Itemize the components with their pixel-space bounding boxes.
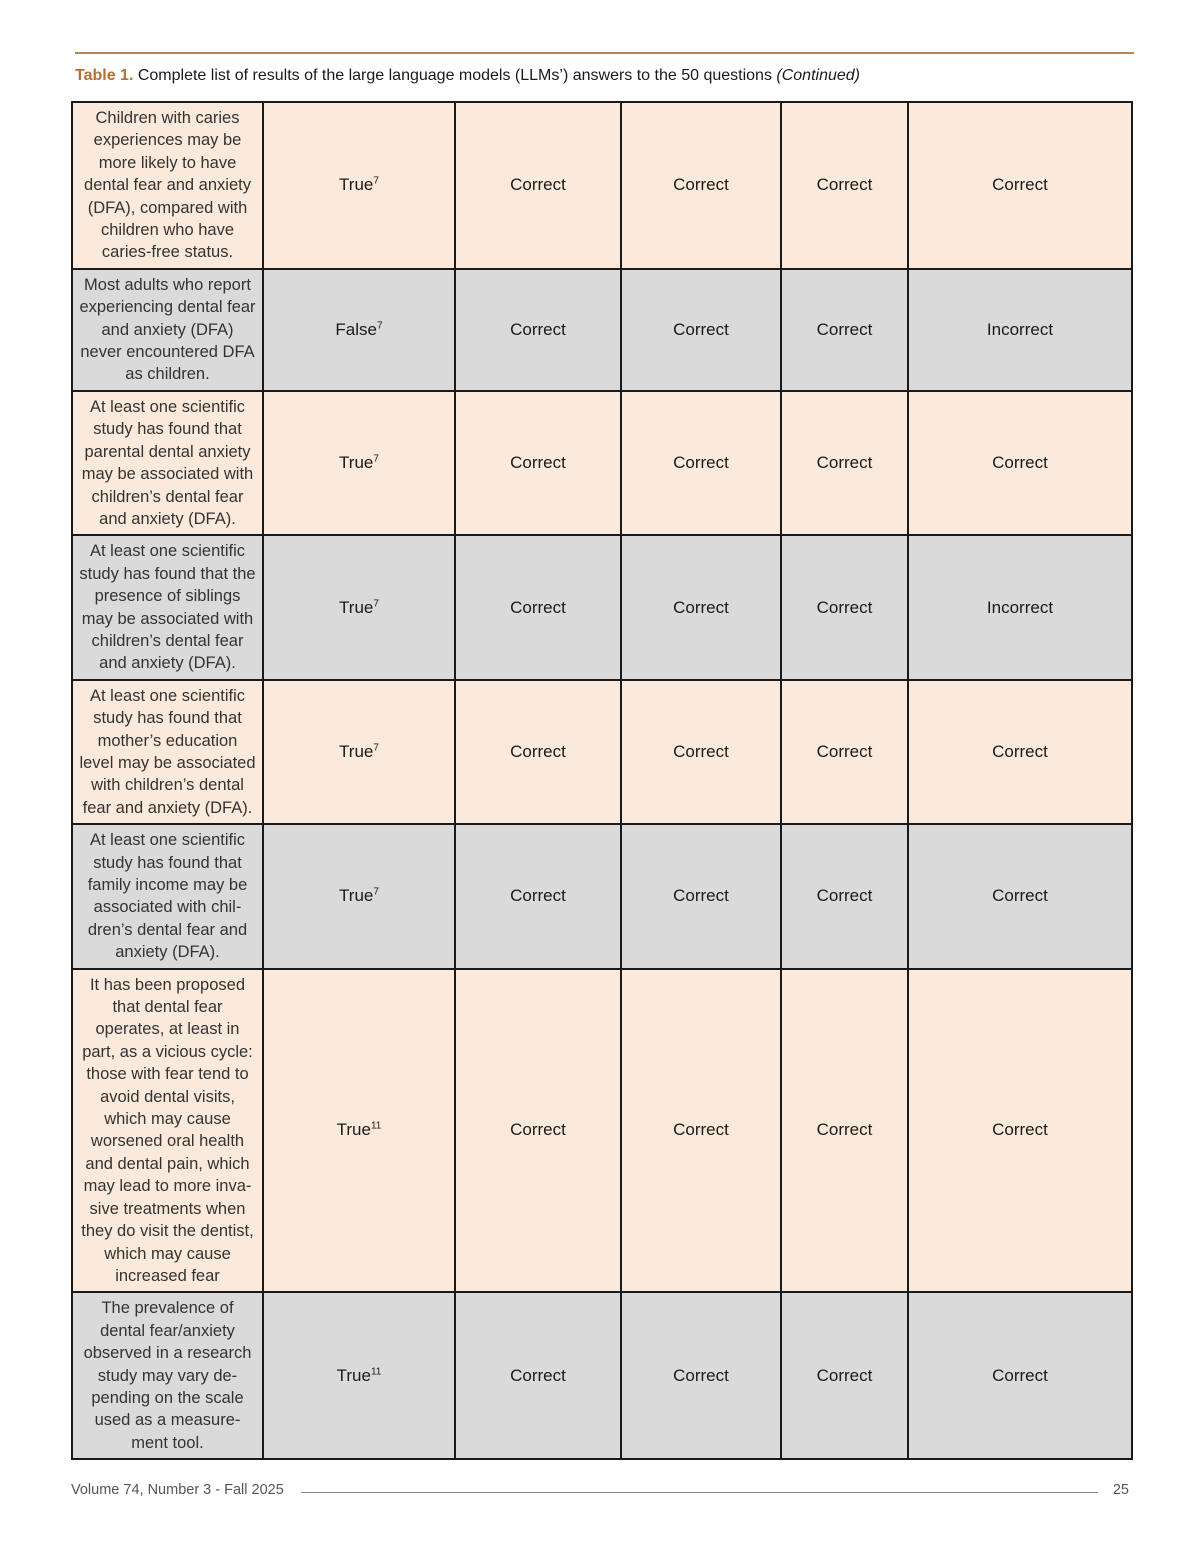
top-rule [75, 52, 1134, 54]
answer-cell [263, 969, 455, 1293]
result-cell: Correct [908, 1292, 1132, 1459]
answer-cell [263, 824, 455, 968]
reference-number: 11 [370, 1366, 382, 1378]
answer-value: True [339, 741, 374, 761]
result-cell: Correct [621, 824, 781, 968]
table-row [72, 824, 1132, 968]
reference-number: 7 [373, 742, 379, 754]
reference-number: 7 [373, 886, 379, 898]
result-cell: Correct [781, 535, 908, 679]
reference-number: 7 [373, 453, 379, 465]
question-cell: The prevalence of dental fear/anxiety observed in a research study may vary de-pending on the scale used as a measure-ment tool. [72, 1292, 263, 1459]
answer-cell [263, 269, 455, 391]
caption-text: Complete list of results of the large language models (LLMs’) answers to the 50 questions [133, 67, 777, 84]
result-cell: Correct [621, 535, 781, 679]
answer-cell [263, 535, 455, 679]
results-table [71, 101, 1133, 1460]
result-cell: Correct [455, 102, 621, 269]
answer-value: True [336, 1120, 371, 1140]
table-caption [75, 66, 1135, 86]
question-cell: At least one scientific study has found that parental dental anxiety may be associated with children’s dental fear and anxiety (DFA). [72, 391, 263, 535]
result-cell: Correct [621, 1292, 781, 1459]
reference-number: 11 [370, 1120, 382, 1132]
answer-value: False [335, 319, 377, 339]
table-row [72, 969, 1132, 1293]
question-cell: At least one scientific study has found that mother’s education level may be associated with children’s dental fear and anxiety (DFA). [72, 680, 263, 824]
question-cell: Most adults who report experiencing dental fear and anxiety (DFA) never encountered DFA as children. [72, 269, 263, 391]
result-cell: Correct [621, 680, 781, 824]
answer-cell [263, 391, 455, 535]
result-cell: Correct [908, 824, 1132, 968]
result-cell: Correct [781, 680, 908, 824]
result-cell: Correct [621, 102, 781, 269]
result-cell: Correct [908, 391, 1132, 535]
result-cell: Correct [781, 1292, 908, 1459]
result-cell: Correct [781, 102, 908, 269]
result-cell: Correct [621, 391, 781, 535]
result-cell: Correct [781, 969, 908, 1293]
result-cell: Correct [455, 269, 621, 391]
answer-cell [263, 102, 455, 269]
table-label: Table 1. [75, 67, 134, 84]
result-cell: Correct [455, 391, 621, 535]
footer-rule [301, 1492, 1098, 1493]
reference-number: 7 [377, 320, 383, 332]
result-cell: Correct [455, 1292, 621, 1459]
answer-value: True [339, 886, 374, 906]
result-cell: Correct [908, 680, 1132, 824]
answer-cell [263, 1292, 455, 1459]
result-cell: Correct [455, 680, 621, 824]
result-cell: Correct [908, 102, 1132, 269]
table-row [72, 391, 1132, 535]
result-cell: Correct [781, 824, 908, 968]
result-cell: Correct [908, 969, 1132, 1293]
question-cell: At least one scientific study has found that the presence of siblings may be associated with children’s dental fear and anxiety (DFA). [72, 535, 263, 679]
volume-info: Volume 74, Number 3 - Fall 2025 [71, 1482, 284, 1498]
question-cell: Children with caries experiences may be more likely to have dental fear and anxiety (DFA), compared with children who have caries-free status. [72, 102, 263, 269]
result-cell: Correct [455, 535, 621, 679]
caption-continued: (Continued) [776, 67, 860, 84]
reference-number: 7 [373, 597, 379, 609]
page-number: 25 [1112, 1482, 1129, 1498]
table-row [72, 1292, 1132, 1459]
answer-value: True [339, 597, 374, 617]
answer-value: True [339, 175, 374, 195]
question-cell: At least one scientific study has found that family income may be associated with chil-dren’s dental fear and anxiety (DFA). [72, 824, 263, 968]
answer-value: True [339, 453, 374, 473]
result-cell: Correct [781, 269, 908, 391]
table-row [72, 680, 1132, 824]
table-row [72, 102, 1132, 269]
table-row [72, 535, 1132, 679]
result-cell: Correct [455, 824, 621, 968]
result-cell: Correct [781, 391, 908, 535]
result-cell: Correct [455, 969, 621, 1293]
result-cell: Incorrect [908, 535, 1132, 679]
answer-cell [263, 680, 455, 824]
question-cell: It has been proposed that dental fear operates, at least in part, as a vicious cycle: those with fear tend to avoid dental visits, which may cause worsened oral health and dental pain, which may lead to more inva-sive treatments when they do visit the dentist, which may cause increased fear [72, 969, 263, 1293]
table-row [72, 269, 1132, 391]
result-cell: Incorrect [908, 269, 1132, 391]
answer-value: True [336, 1365, 371, 1385]
result-cell: Correct [621, 969, 781, 1293]
page-footer [71, 1482, 1131, 1502]
result-cell: Correct [621, 269, 781, 391]
reference-number: 7 [373, 175, 379, 187]
